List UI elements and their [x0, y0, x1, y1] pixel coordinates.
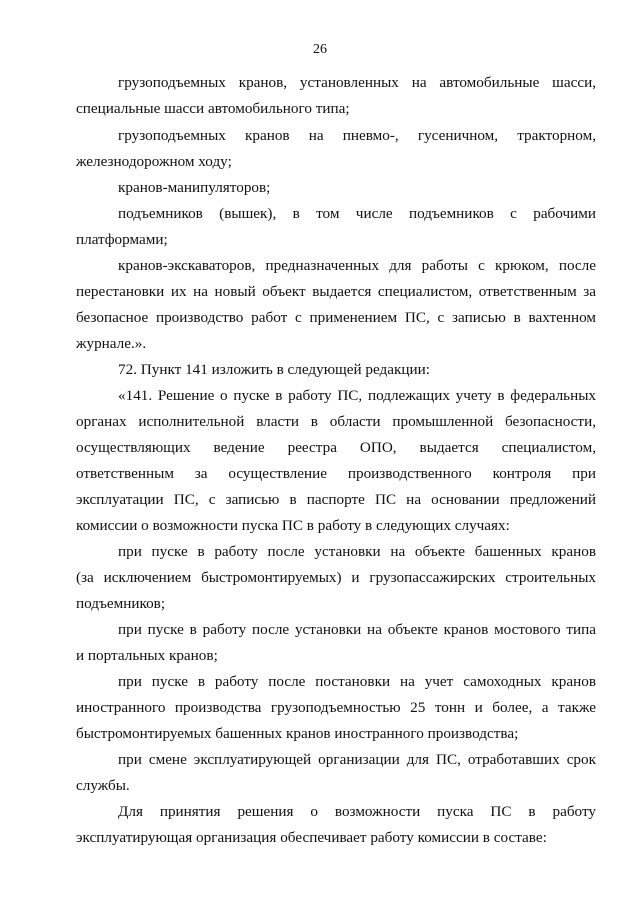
text-line: кранов-манипуляторов;: [118, 179, 271, 196]
text-line: и портальных кранов;: [76, 647, 218, 664]
text-line: платформами;: [76, 231, 168, 248]
text-line: осуществляющих ведение реестра ОПО, выдается специалистом,: [76, 439, 596, 456]
text-line: эксплуатирующая организация обеспечивает работу комиссии в составе:: [76, 829, 547, 846]
text-line: при пуске в работу после постановки на учет самоходных кранов: [118, 673, 596, 690]
text-line: эксплуатации ПС, с записью в паспорте ПС на основании предложений: [76, 491, 596, 508]
text-line: быстромонтируемых башенных кранов иностранного производства;: [76, 725, 519, 742]
text-line: органах исполнительной власти в области промышленной безопасности,: [76, 413, 596, 430]
text-line: при пуске в работу после установки на объекте башенных кранов: [118, 543, 596, 560]
text-line: при смене эксплуатирующей организации для ПС, отработавших срок: [118, 751, 596, 768]
text-line: ответственным за осуществление производственного контроля при: [76, 465, 596, 482]
text-line: иностранного производства грузоподъемностью 25 тонн и более, а также: [76, 699, 596, 716]
text-line: подъемников;: [76, 595, 166, 612]
text-line: Для принятия решения о возможности пуска ПС в работу: [118, 803, 596, 820]
text-line: 72. Пункт 141 изложить в следующей редакции:: [118, 361, 431, 378]
text-line: кранов-экскаваторов, предназначенных для работы с крюком, после: [118, 257, 596, 274]
page-number: 26: [313, 42, 327, 57]
text-line: (за исключением быстромонтируемых) и грузопассажирских строительных: [76, 569, 596, 586]
text-line: комиссии о возможности пуска ПС в работу в следующих случаях:: [76, 517, 510, 534]
text-line: грузоподъемных кранов, установленных на автомобильные шасси,: [118, 74, 596, 91]
text-line: журнале.».: [76, 335, 147, 352]
text-line: перестановки их на новый объект выдается специалистом, ответственным за: [76, 283, 596, 300]
text-line: железнодорожном ходу;: [76, 153, 232, 170]
text-line: подъемников (вышек), в том числе подъемников с рабочими: [118, 205, 596, 222]
text-line: грузоподъемных кранов на пневмо-, гусеничном, тракторном,: [118, 127, 596, 144]
text-line: «141. Решение о пуске в работу ПС, подлежащих учету в федеральных: [118, 387, 596, 404]
text-line: специальные шасси автомобильного типа;: [76, 100, 350, 117]
text-line: при пуске в работу после установки на объекте кранов мостового типа: [118, 621, 596, 638]
text-line: безопасное производство работ с применением ПС, с записью в вахтенном: [76, 309, 596, 326]
text-line: службы.: [76, 777, 130, 794]
